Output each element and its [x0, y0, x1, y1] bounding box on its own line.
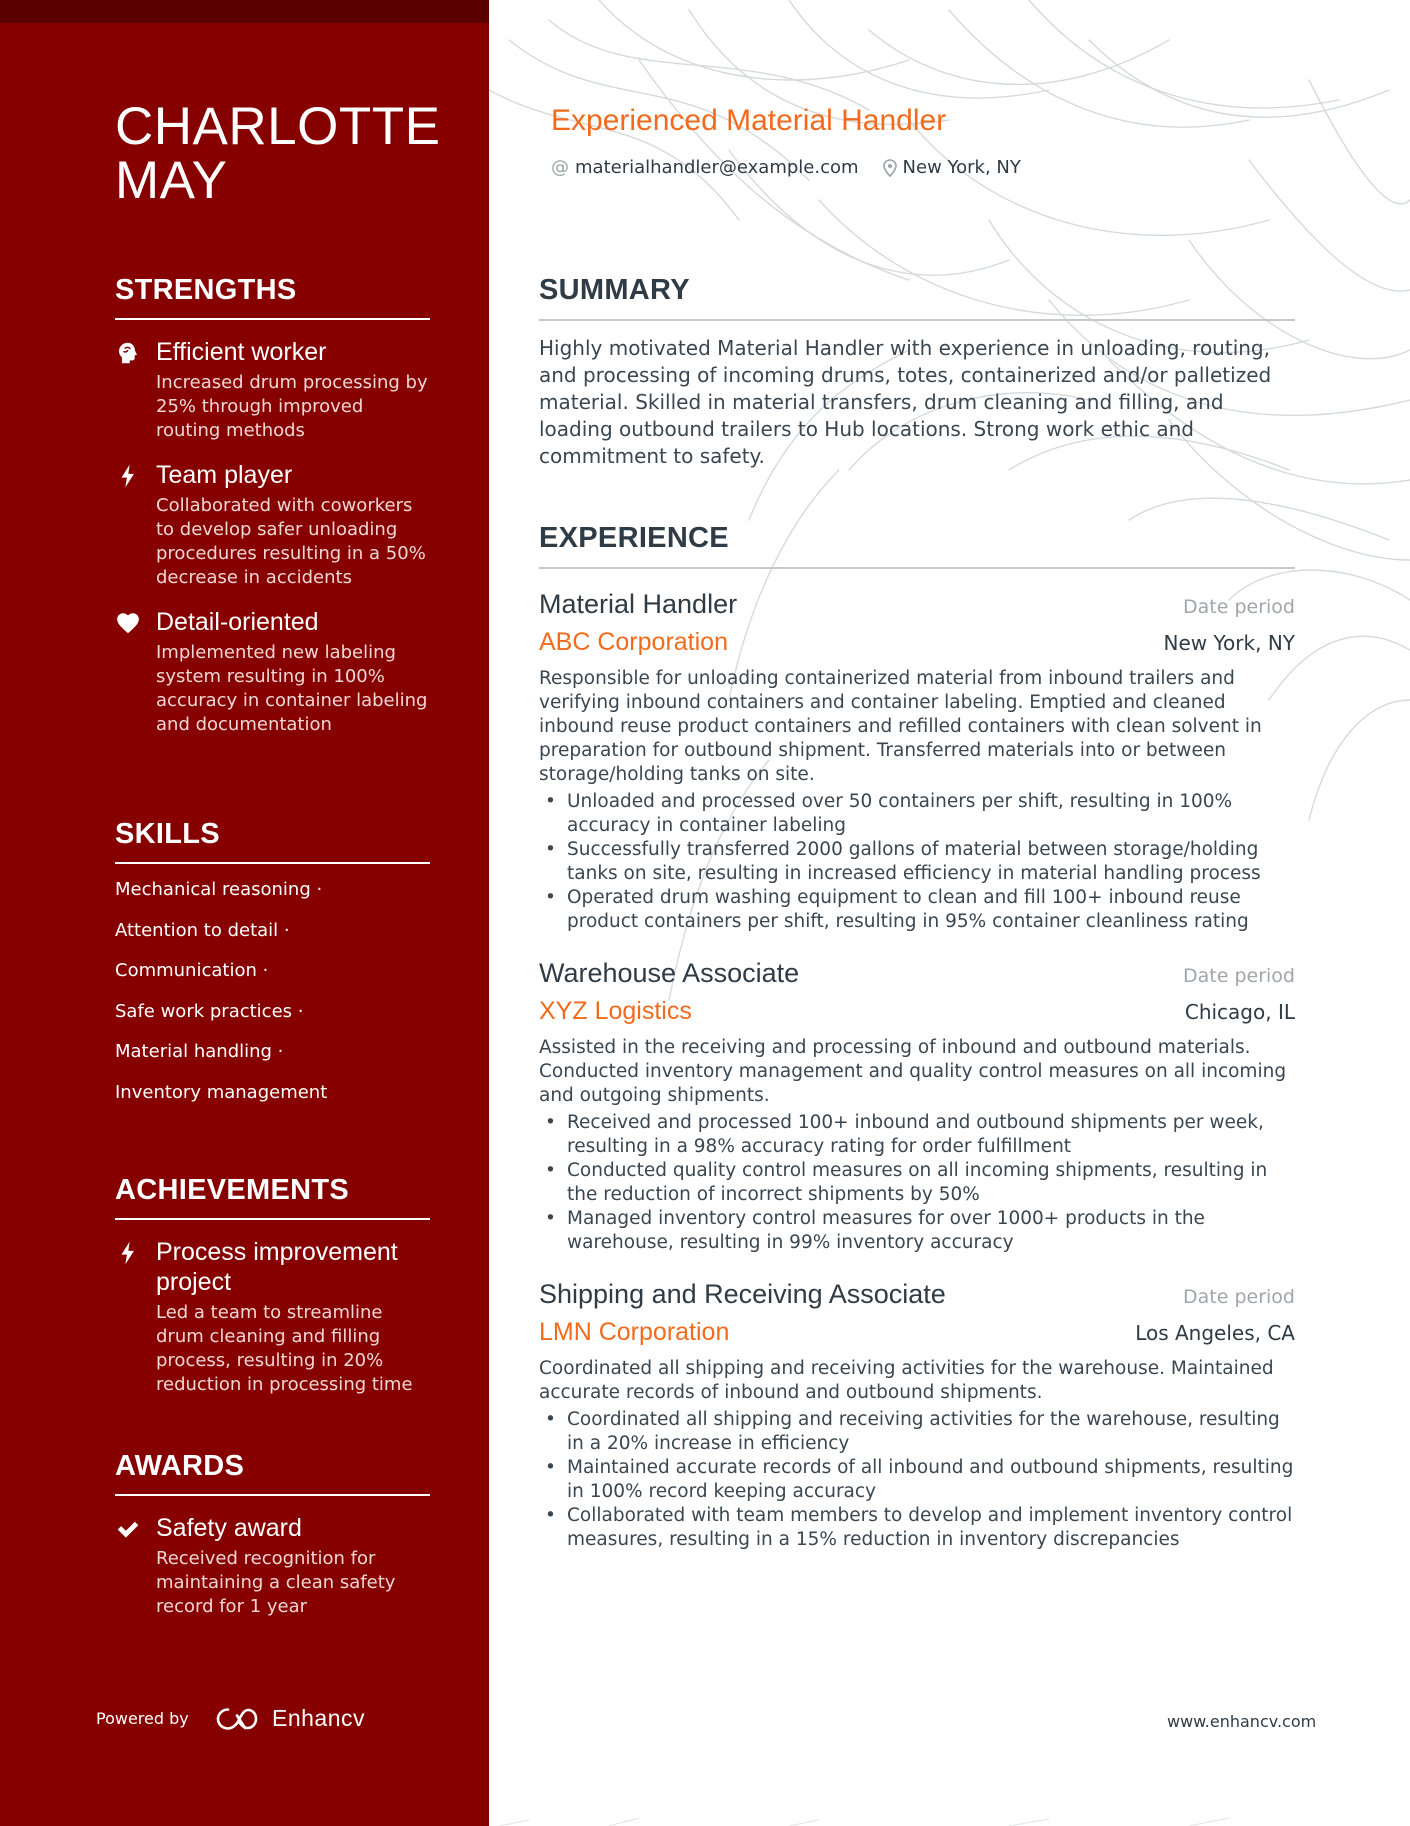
job-date: Date period	[1183, 596, 1295, 618]
powered-by-label: Powered by	[96, 1709, 189, 1728]
lightning-icon	[115, 463, 141, 489]
name-last: MAY	[115, 151, 228, 210]
company-name: ABC Corporation	[539, 628, 728, 656]
experience-section	[539, 522, 1295, 1552]
job-description: Coordinated all shipping and receiving activities for the warehouse. Maintained accurate records of inbound and outbound shipments.	[539, 1358, 1274, 1403]
achievements-heading: ACHIEVEMENTS	[115, 1174, 430, 1220]
bullet-item: • Conducted quality control measures on all incoming shipments, resulting in the reduction of incorrect shipments by 50%	[539, 1159, 1295, 1207]
strength-item	[115, 607, 430, 737]
job-date: Date period	[1183, 965, 1295, 987]
skills-section	[115, 818, 430, 1121]
website-link[interactable]: www.enhancv.com	[1167, 1712, 1317, 1731]
strength-title: Efficient worker	[156, 338, 327, 366]
sidebar	[0, 0, 489, 1826]
job-bullets	[539, 790, 1295, 934]
strength-description: Increased drum processing by 25% through improved routing methods	[156, 372, 428, 441]
awards-section	[115, 1450, 430, 1619]
lightning-icon	[115, 1240, 141, 1266]
job-date: Date period	[1183, 1286, 1295, 1308]
enhancv-logo[interactable]	[214, 1705, 365, 1732]
skills-heading: SKILLS	[115, 818, 430, 864]
skill-item: Inventory management	[115, 1081, 328, 1103]
skill-item: Mechanical reasoning ·	[115, 879, 323, 900]
strength-item	[115, 460, 430, 590]
bullet-item: • Collaborated with team members to develop and implement inventory control measures, resulting in a 15% reduction in inventory discrepancies	[539, 1504, 1295, 1552]
job-location: New York, NY	[1163, 631, 1295, 655]
job-entry	[539, 1279, 1295, 1552]
heart-icon	[115, 610, 141, 636]
name-first: CHARLOTTE	[115, 97, 441, 156]
achievement-title: Process improvement project	[156, 1238, 398, 1296]
job-title: Material Handler	[539, 589, 738, 619]
strength-title: Detail-oriented	[156, 608, 319, 636]
enhancv-brand-name: Enhancv	[272, 1705, 366, 1731]
award-description: Received recognition for maintaining a clean safety record for 1 year	[156, 1548, 396, 1617]
job-description: Assisted in the receiving and processing of inbound and outbound materials. Conducted inventory management and quality control measures on all incoming and outgoing shipments.	[539, 1037, 1287, 1106]
location-contact	[883, 157, 1021, 178]
job-title: Warehouse Associate	[539, 958, 800, 988]
bullet-item: • Operated drum washing equipment to clean and fill 100+ inbound reuse product containers per shift, resulting in 95% container cleanliness rating	[539, 886, 1295, 934]
enhancv-logo-icon	[214, 1706, 260, 1732]
candidate-name	[115, 97, 455, 210]
checkmark-icon	[115, 1516, 141, 1542]
job-description: Responsible for unloading containerized material from inbound trailers and verifying inbound containers and container labeling. Emptied and cleaned inbound reuse product containers and refilled containers with clean solvent in preparation for outbound shipment. Transferred materials into or between storage/holding tanks on site.	[539, 668, 1262, 785]
job-entry	[539, 958, 1295, 1255]
main-content	[489, 0, 1410, 1826]
contact-info	[551, 157, 1045, 178]
achievements-section	[115, 1174, 430, 1397]
skill-item: Material handling ·	[115, 1041, 284, 1062]
bullet-item: • Received and processed 100+ inbound and outbound shipments per week, resulting in a 98% accuracy rating for order fulfillment	[539, 1111, 1295, 1159]
strength-description: Collaborated with coworkers to develop safer unloading procedures resulting in a 50% decrease in accidents	[156, 495, 426, 588]
achievement-item	[115, 1237, 430, 1397]
at-icon: @	[551, 157, 569, 178]
job-bullets	[539, 1111, 1295, 1255]
bullet-item: • Unloaded and processed over 50 containers per shift, resulting in 100% accuracy in container labeling	[539, 790, 1295, 838]
summary-heading: SUMMARY	[539, 274, 1295, 321]
summary-section	[539, 274, 1295, 470]
email-text: materialhandler@example.com	[575, 157, 859, 178]
awards-heading: AWARDS	[115, 1450, 430, 1496]
bullet-item: • Maintained accurate records of all inbound and outbound shipments, resulting in 100% record keeping accuracy	[539, 1456, 1295, 1504]
summary-text: Highly motivated Material Handler with experience in unloading, routing, and processing of incoming drums, totes, containerized and/or palletized material. Skilled in material transfers, drum cleaning and filling, and loading outbound trailers to Hub locations. Strong work ethic and commitment to safety.	[539, 336, 1272, 468]
email-contact[interactable]	[551, 157, 859, 178]
achievement-description: Led a team to streamline drum cleaning and filling process, resulting in 20% reduction in processing time	[156, 1302, 413, 1395]
strength-item	[115, 337, 430, 443]
bullet-item: • Managed inventory control measures for over 1000+ products in the warehouse, resulting in 99% inventory accuracy	[539, 1207, 1295, 1255]
job-entry	[539, 589, 1295, 934]
skill-item: Attention to detail ·	[115, 919, 290, 941]
strength-description: Implemented new labeling system resulting in 100% accuracy in container labeling and documentation	[156, 642, 428, 735]
company-name: LMN Corporation	[539, 1318, 730, 1346]
location-pin-icon	[883, 159, 897, 177]
bullet-item: • Successfully transferred 2000 gallons of material between storage/holding tanks on site, resulting in increased efficiency in material handling process	[539, 838, 1295, 886]
company-name: XYZ Logistics	[539, 997, 692, 1025]
job-location: Los Angeles, CA	[1135, 1321, 1295, 1345]
strengths-heading: STRENGTHS	[115, 274, 430, 320]
award-item	[115, 1513, 430, 1619]
bullet-item: • Coordinated all shipping and receiving activities for the warehouse, resulting in a 20% increase in efficiency	[539, 1408, 1295, 1456]
award-title: Safety award	[156, 1514, 302, 1542]
skill-item: Communication ·	[115, 960, 269, 981]
experience-heading: EXPERIENCE	[539, 522, 1295, 569]
job-location: Chicago, IL	[1184, 1000, 1295, 1024]
skill-item: Safe work practices ·	[115, 1000, 304, 1022]
location-text: New York, NY	[902, 157, 1021, 178]
headline: Experienced Material Handler	[551, 104, 947, 137]
brain-icon	[115, 340, 141, 366]
job-title: Shipping and Receiving Associate	[539, 1279, 946, 1309]
sidebar-top-band	[0, 0, 489, 23]
job-bullets	[539, 1408, 1295, 1552]
skills-list	[115, 878, 430, 1105]
strengths-section	[115, 274, 430, 737]
strength-title: Team player	[156, 461, 293, 489]
